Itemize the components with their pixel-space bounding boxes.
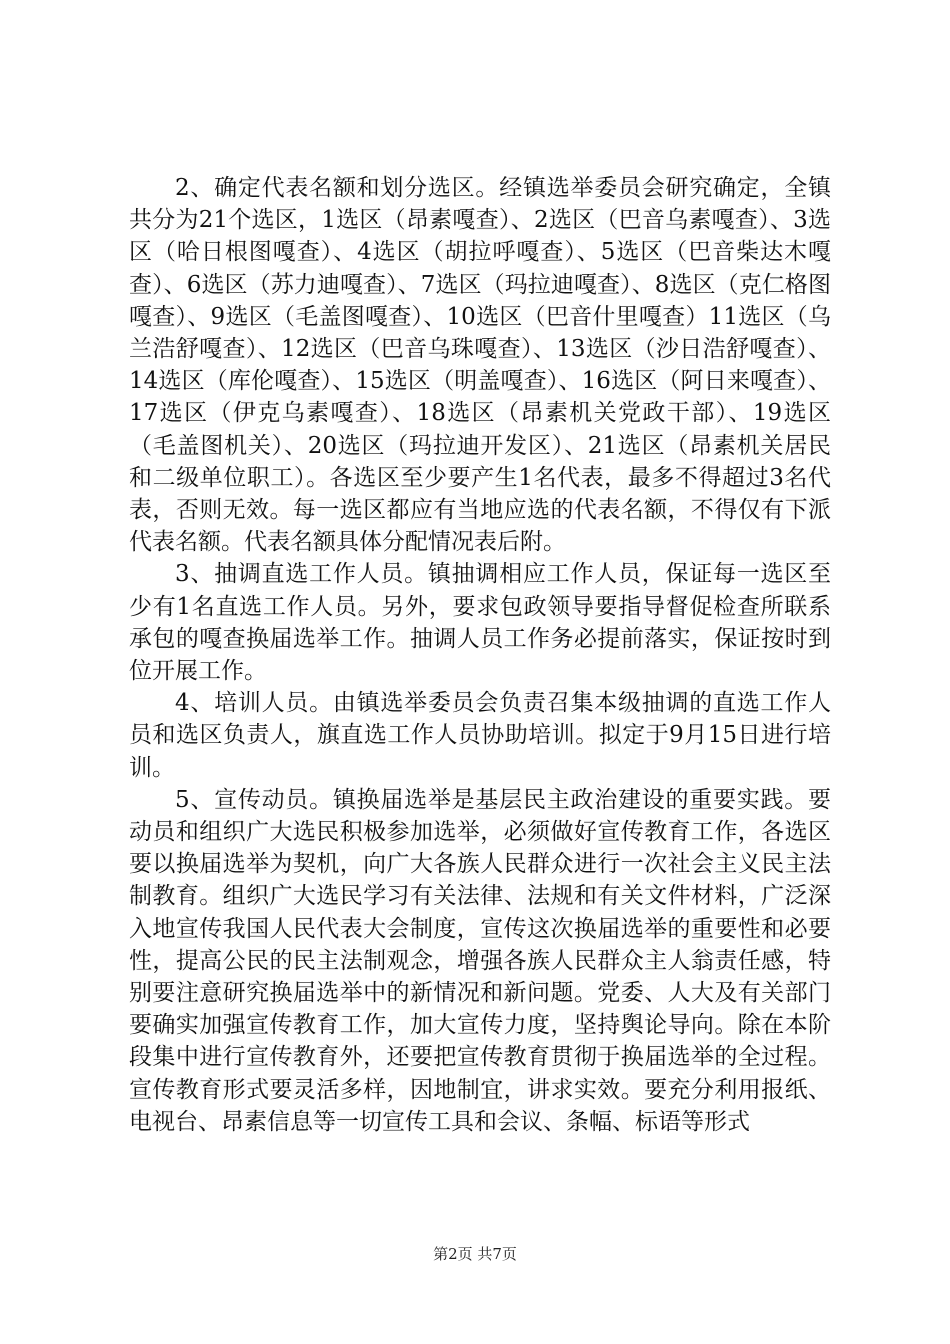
document-body bbox=[129, 172, 831, 1138]
paragraph-district-allocation: 2、确定代表名额和划分选区。经镇选举委员会研究确定，全镇共分为21个选区，1选区（昂素嘎查）、2选区（巴音乌素嘎查）、3选区（哈日根图嘎查）、4选区（胡拉呼嘎查）、5选区（巴音柴达木嘎查）、6选区（苏力迪嘎查）、7选区（玛拉迪嘎查）、8选区（克仁格图嘎查）、9选区（毛盖图嘎查）、10选区（巴音什里嘎查）11选区（乌兰浩舒嘎查）、12选区（巴音乌珠嘎查）、13选区（沙日浩舒嘎查）、14选区（库伦嘎查）、15选区（明盖嘎查）、16选区（阿日来嘎查）、17选区（伊克乌素嘎查）、18选区（昂素机关党政干部）、19选区（毛盖图机关）、20选区（玛拉迪开发区）、21选区（昂素机关居民和二级单位职工）。各选区至少要产生1名代表，最多不得超过3名代表，否则无效。每一选区都应有当地应选的代表名额，不得仅有下派代表名额。代表名额具体分配情况表后附。 bbox=[129, 175, 831, 556]
paragraph-training: 4、培训人员。由镇选举委员会负责召集本级抽调的直选工作人员和选区负责人，旗直选工作人员协助培训。拟定于9月15日进行培训。 bbox=[129, 690, 831, 781]
page-number-footer: 第2页 共7页 bbox=[433, 1245, 517, 1263]
paragraph-staff-assignment: 3、抽调直选工作人员。镇抽调相应工作人员，保证每一选区至少有1名直选工作人员。另外，要求包政领导要指导督促检查所联系承包的嘎查换届选举工作。抽调人员工作务必提前落实，保证按时到位开展工作。 bbox=[129, 561, 831, 685]
paragraph-publicity: 5、宣传动员。镇换届选举是基层民主政治建设的重要实践。要动员和组织广大选民积极参加选举，必须做好宣传教育工作，各选区要以换届选举为契机，向广大各族人民群众进行一次社会主义民主法制教育。组织广大选民学习有关法律、法规和有关文件材料，广泛深入地宣传我国人民代表大会制度，宣传这次换届选举的重要性和必要性，提高公民的民主法制观念，增强各族人民群众主人翁责任感，特别要注意研究换届选举中的新情况和新问题。党委、人大及有关部门要确实加强宣传教育工作，加大宣传力度，坚持舆论导向。除在本阶段集中进行宣传教育外，还要把宣传教育贯彻于换届选举的全过程。宣传教育形式要灵活多样，因地制宜，讲求实效。要充分利用报纸、电视台、昂素信息等一切宣传工具和会议、条幅、标语等形式 bbox=[129, 786, 831, 1135]
